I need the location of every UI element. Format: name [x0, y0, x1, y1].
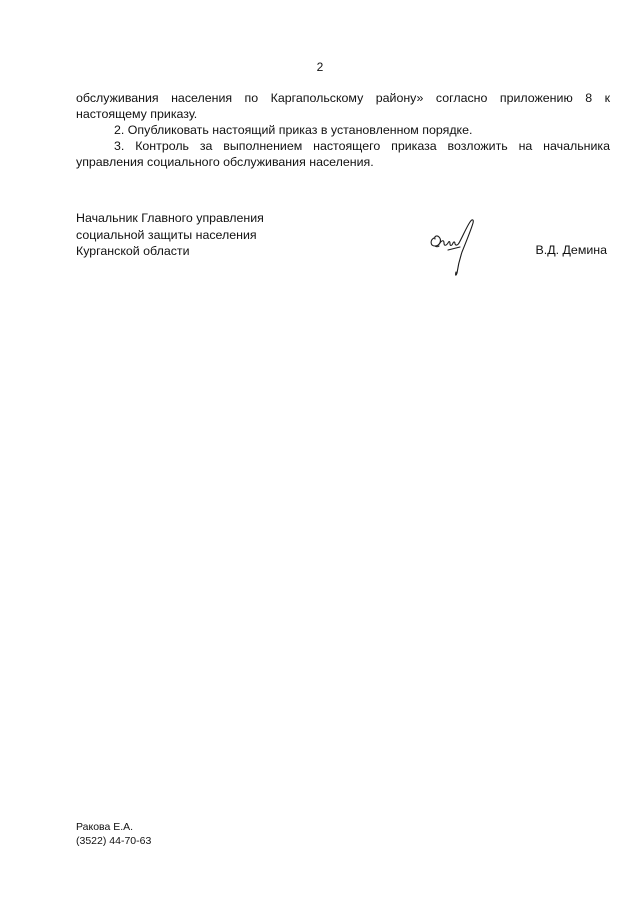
paragraph-item-2: 2. Опубликовать настоящий приказ в установленном порядке. — [114, 123, 473, 137]
paragraph-item-3: 3. Контроль за выполнением настоящего приказа возложить на начальника управления социального обслуживания населения. — [76, 139, 610, 169]
handwritten-signature — [426, 216, 486, 278]
signatory-name: В.Д. Демина — [535, 243, 607, 257]
position-line: социальной защиты населения — [76, 227, 257, 242]
executor-phone: (3522) 44-70-63 — [76, 834, 152, 847]
position-line: Курганской области — [76, 244, 190, 258]
signatory-position — [76, 210, 610, 260]
document-body — [76, 90, 610, 170]
page-number: 2 — [316, 60, 324, 74]
position-line: Начальник Главного управления — [76, 211, 264, 225]
executor-info — [76, 821, 151, 848]
paragraph-continuation: обслуживания населения по Каргапольскому району» согласно приложению 8 к настоящему приказу. — [76, 91, 610, 121]
executor-name: Ракова Е.А. — [76, 821, 134, 833]
